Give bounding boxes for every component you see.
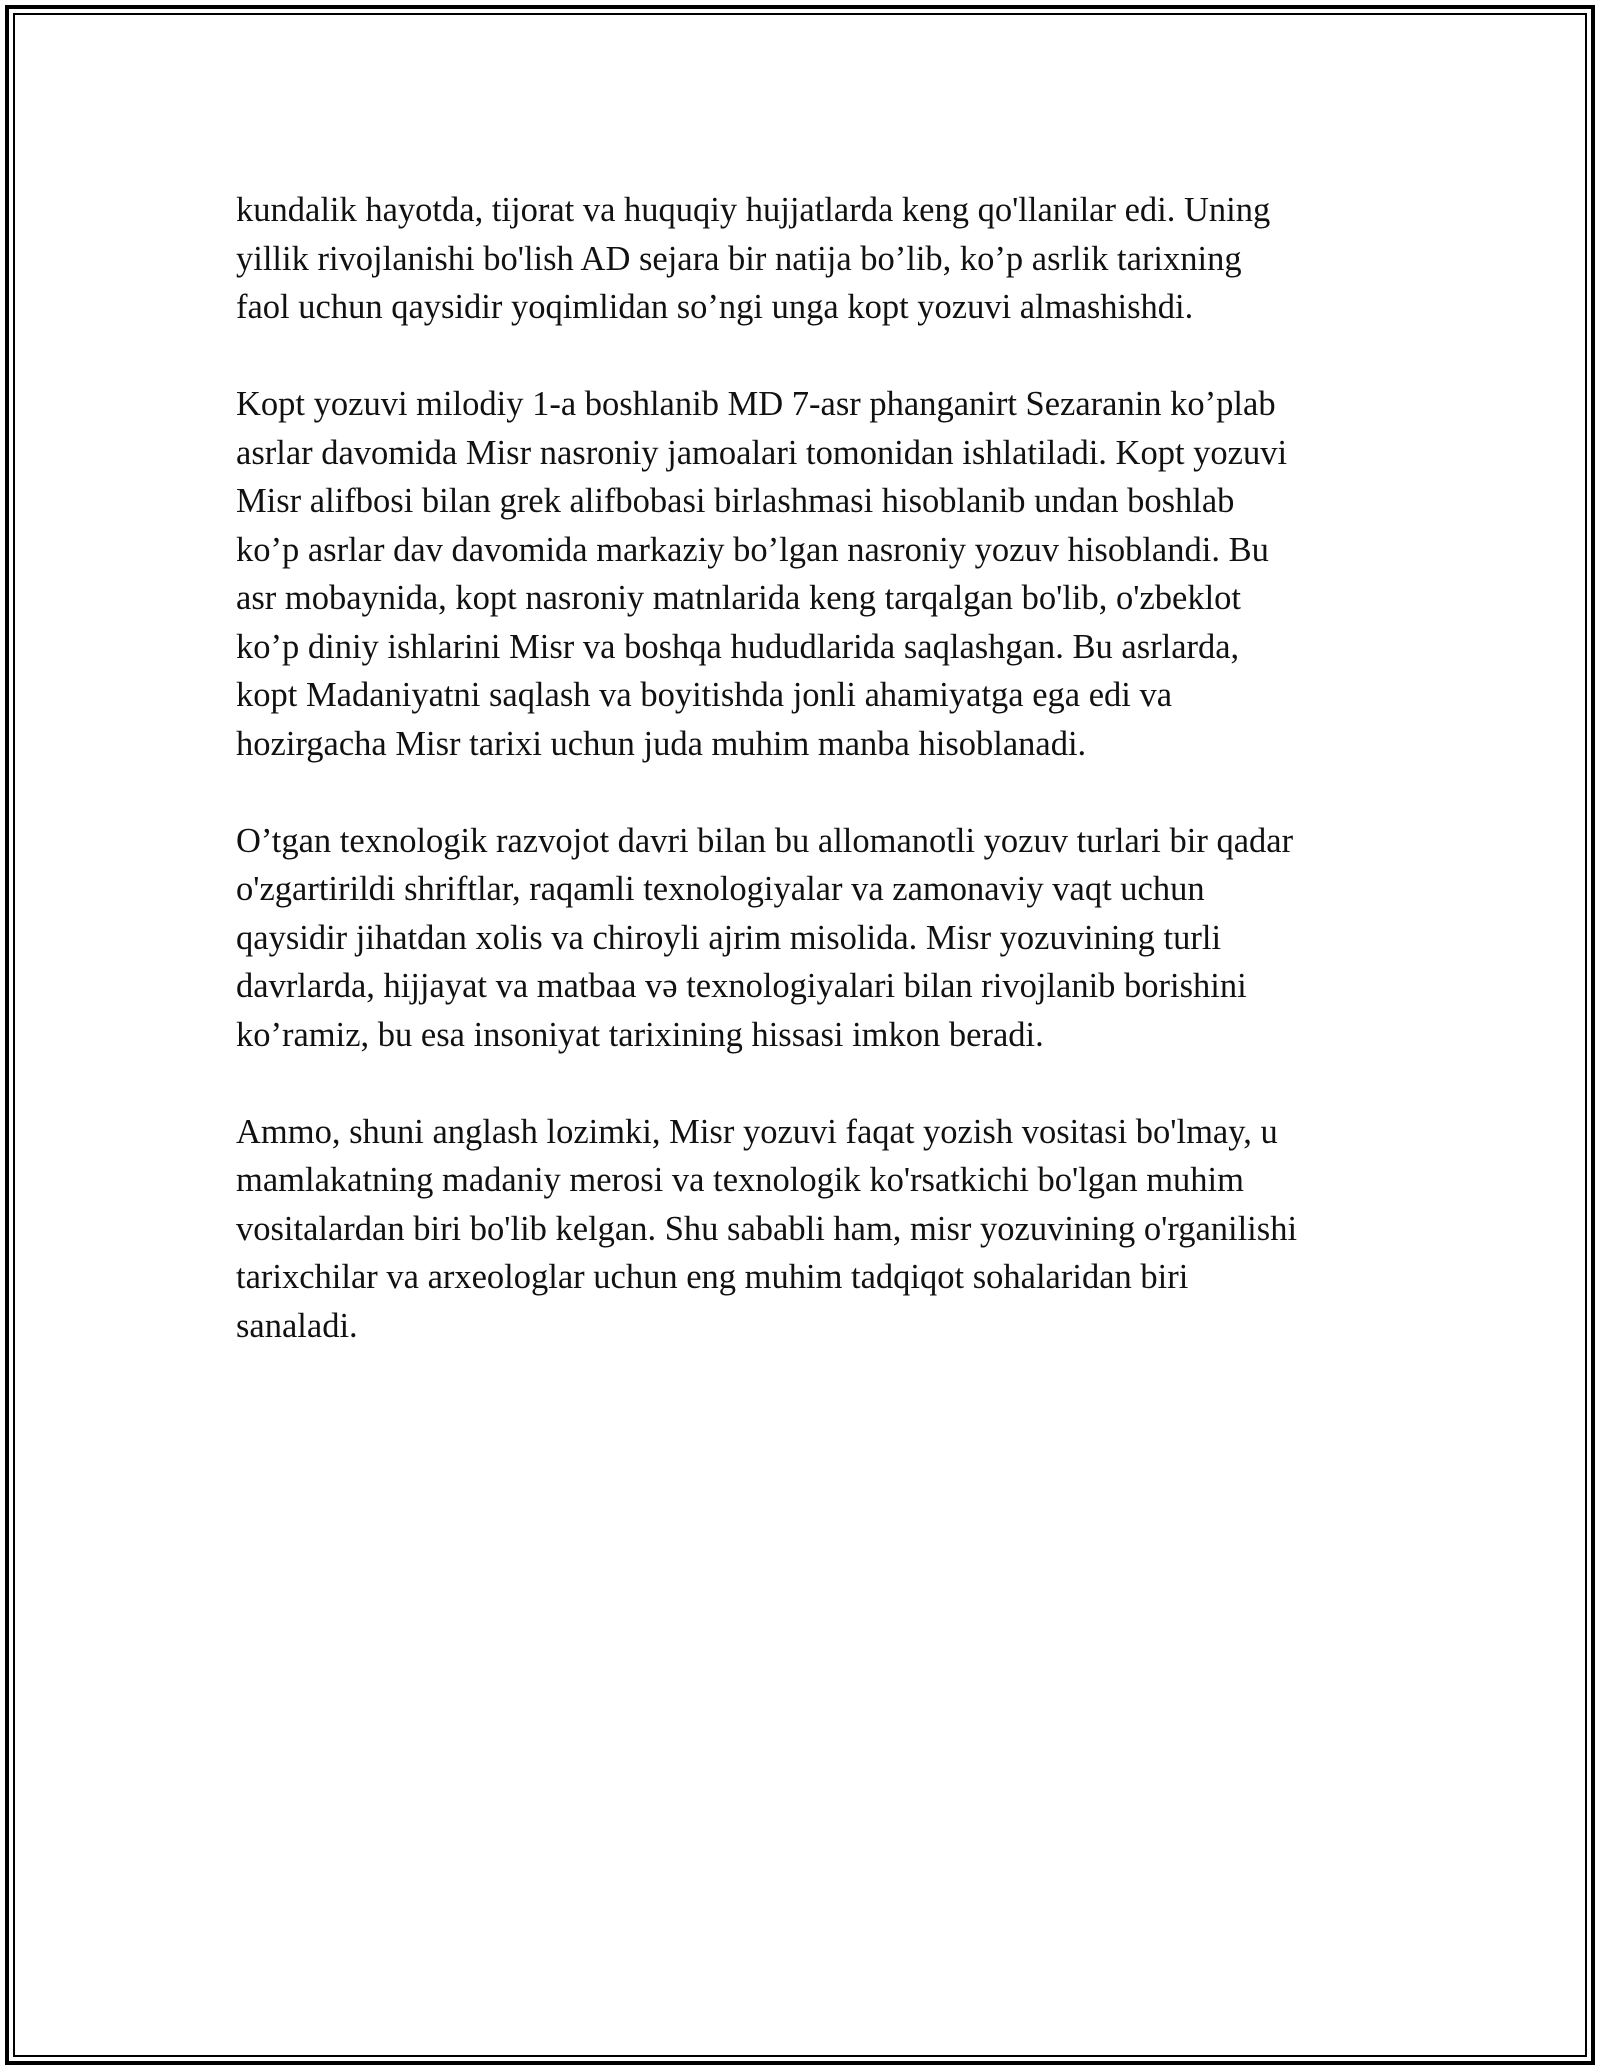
- paragraph-4: Ammo, shuni anglash lozimki, Misr yozuvi faqat yozish vositasi bo'lmay, u mamlakatning madaniy merosi va texnologik ko'rsatkichi bo'lgan muhim vositalardan biri bo'lib kelgan. Shu sababli ham, misr yozuvining o'rganilishi tarixchilar va arxeologlar uchun eng muhim tadqiqot sohalaridan biri sanaladi.: [236, 1112, 1298, 1345]
- paragraph-1: kundalik hayotda, tijorat va huquqiy hujjatlarda keng qo'llanilar edi. Uning yillik rivojlanishi bo'lish AD sejara bir natija bo’lib, ko’p asrlik tarixning faol uchun qaysidir yoqimlidan so’ngi unga kopt yozuvi almashishdi.: [236, 191, 1271, 326]
- document-body: [236, 186, 1376, 1399]
- paragraph-3: O’tgan texnologik razvojot davri bilan bu allomanotli yozuv turlari bir qadar o'zgartirildi shriftlar, raqamli texnologiyalar va zamonaviy vaqt uchun qaysidir jihatdan xolis va chiroyli ajrim misolida. Misr yozuvining turli davrlarda, hijjayat va matbaa və texnologiyalari bilan rivojlanib borishini ko’ramiz, bu esa insoniyat tarixining hissasi imkon beradi.: [236, 821, 1294, 1054]
- paragraph-2: Kopt yozuvi milodiy 1-a boshlanib MD 7-asr phanganirt Sezaranin ko’plab asrlar davomida Misr nasroniy jamoalari tomonidan ishlatiladi. Kopt yozuvi Misr alifbosi bilan grek alifbobasi birlashmasi hisoblanib undan boshlab ko’p asrlar dav davomida markaziy bo’lgan nasroniy yozuv hisoblandi. Bu asr mobaynida, kopt nasroniy matnlarida keng tarqalgan bo'lib, o'zbeklot ko’p diniy ishlarini Misr va boshqa hududlarida saqlashgan. Bu asrlarda, kopt Madaniyatni saqlash va boyitishda jonli ahamiyatga ega edi va hozirgacha Misr tarixi uchun juda muhim manba hisoblanadi.: [236, 385, 1288, 763]
